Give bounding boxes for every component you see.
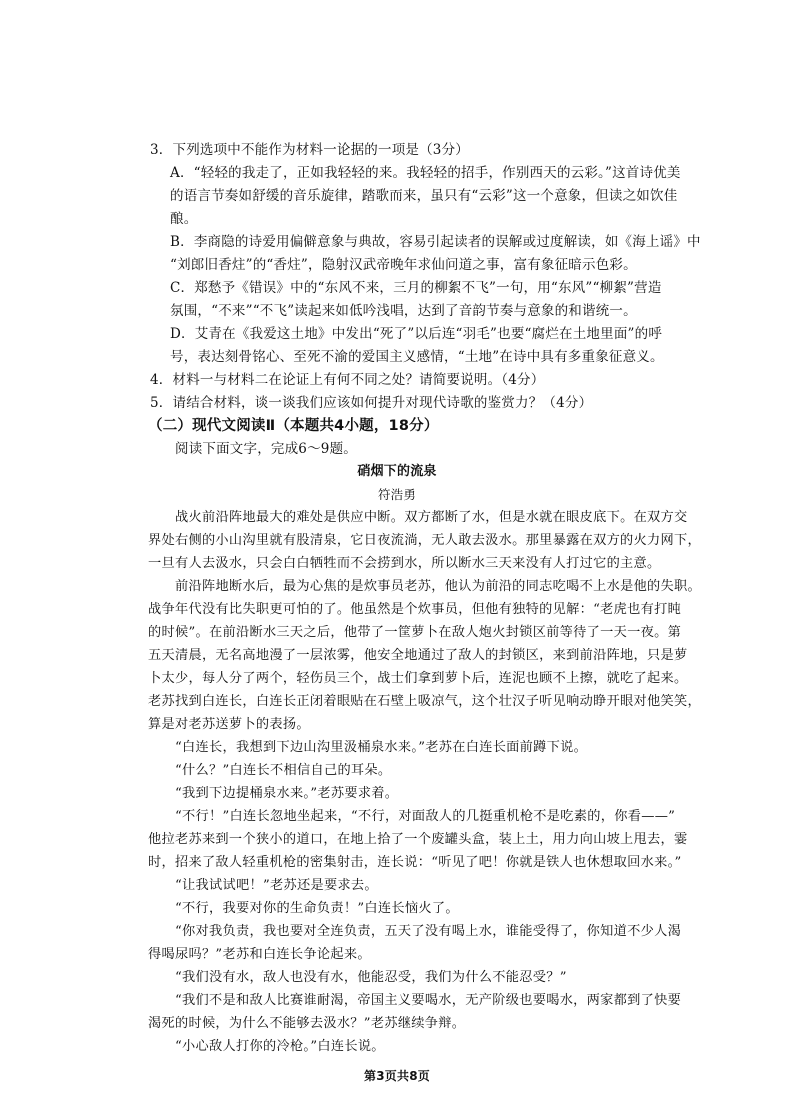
passage-line: “你对我负责，我也要对全连负责，五天了没有喝上水，谁能受得了，你知道不少人渴	[175, 924, 682, 939]
passage-line: 渴死的时候，为什么不能够去汲水？”老苏继续争辩。	[148, 1016, 466, 1031]
passage-line: 算是对老苏送萝卜的表扬。	[148, 717, 310, 732]
page-number: 第3页共8页	[364, 1069, 430, 1083]
passage-line: “我们不是和敌人比赛谁耐渴，帝国主义要喝水，无产阶级也要喝水，两家都到了快要	[175, 993, 682, 1008]
reading-instruction: 阅读下面文字，完成6～9题。	[175, 441, 357, 457]
passage-line: 五天清晨，无名高地漫了一层浓雾，他安全地通过了敌人的封锁区，来到前沿阵地，只是萝	[148, 648, 688, 663]
question-4: 4．材料一与材料二在论证上有何不同之处？请简要说明。（4分）	[150, 372, 545, 388]
passage-line: 的时候”。在前沿断水三天之后，他带了一筐萝卜在敌人炮火封锁区前等待了一天一夜。第	[148, 625, 682, 640]
option-d-line-2: 号，表达刻骨铭心、至死不渝的爱国主义感情，“土地”在诗中具有多重象征意义。	[170, 349, 664, 365]
passage-line: 一旦有人去汲水，只会白白牺牲而不会捞到水，所以断水三天来没有人打过它的主意。	[148, 556, 661, 571]
passage-line: 卜太少，每人分了两个，轻伤员三个，战士们拿到萝卜后，连泥也顾不上擦，就吃了起来。	[148, 671, 688, 686]
passage-line: 战争年代没有比失职更可怕的了。他虽然是个炊事员，但他有独特的见解：“老虎也有打盹	[148, 602, 682, 617]
passage-line: “不行，我要对你的生命负责！”白连长恼火了。	[175, 901, 459, 916]
passage-line: “什么？”白连长不相信自己的耳朵。	[175, 763, 392, 778]
passage-line: “我们没有水，敌人也没有水，他能忍受，我们为什么不能忍受？”	[175, 970, 567, 985]
option-c-line-1: C．郑愁予《错误》中的“东风不来，三月的柳絮不飞”一句，用“东风”“柳絮”营造	[170, 280, 662, 296]
passage-line: “不行！”白连长忽地坐起来，“不行，对面敌人的几挺重机枪不是吃素的，你看——”	[175, 809, 676, 824]
passage-line: “小心敌人打你的冷枪。”白连长说。	[175, 1039, 385, 1054]
passage-line: “白连长，我想到下边山沟里汲桶泉水来。”老苏在白连长面前蹲下说。	[175, 740, 588, 755]
question-5: 5．请结合材料，谈一谈我们应该如何提升对现代诗歌的鉴赏力？（4分）	[150, 395, 593, 411]
passage-line: 界处右侧的小山沟里就有股清泉，它日夜流淌，无人敢去汲水。那里暴露在双方的火力网下，	[148, 533, 701, 548]
option-a-line-2: 的语言节奏如舒缓的音乐旋律，踏歌而来，虽只有“云彩”这一个意象，但读之如饮佳	[170, 188, 678, 204]
passage-title: 硝烟下的流泉	[357, 464, 437, 479]
option-c-line-2: 氛围，“不来”“不飞”读起来如低吟浅唱，达到了音韵节奏与意象的和谐统一。	[170, 303, 637, 319]
passage-line: 前沿阵地断水后，最为心焦的是炊事员老苏，他认为前沿的同志吃喝不上水是他的失职。	[175, 579, 702, 594]
passage-line: 得喝尿吗？”老苏和白连长争论起来。	[148, 947, 371, 962]
passage-line: “我到下边提桶泉水来。”老苏要求着。	[175, 786, 399, 801]
passage-author: 符浩勇	[377, 487, 417, 502]
option-b-line-2: “刘郎旧香炷”的“香炷”，隐射汉武帝晚年求仙问道之事，富有象征暗示色彩。	[170, 257, 637, 273]
option-a-line-3: 酿。	[170, 211, 198, 227]
passage-line: 老苏找到白连长，白连长正闭着眼贴在石壁上吸凉气，这个壮汉子听见响动睁开眼对他笑笑，	[148, 694, 701, 709]
passage-line: 战火前沿阵地最大的难处是供应中断。双方都断了水，但是水就在眼皮底下。在双方交	[175, 510, 688, 525]
option-a-line-1: A．“轻轻的我走了，正如我轻轻的来。我轻轻的招手，作别西天的云彩。”这首诗优美	[170, 165, 681, 181]
question-3-stem: 3．下列选项中不能作为材料一论据的一项是（3分）	[150, 142, 469, 158]
passage-line: 时，招来了敌人轻重机枪的密集射击，连长说：“听见了吧！你就是铁人也休想取回水来。”	[148, 855, 682, 870]
passage-line: 他拉老苏来到一个狭小的道口，在地上拾了一个废罐头盒，装上土，用力向山坡上甩去，霎	[148, 832, 688, 847]
section-heading: （二）现代文阅读Ⅱ（本题共4小题，18分）	[148, 418, 439, 434]
option-d-line-1: D．艾青在《我爱这土地》中发出“死了”以后连“羽毛”也要“腐烂在土地里面”的呼	[170, 326, 663, 342]
passage-line: “让我试试吧！”老苏还是要求去。	[175, 878, 378, 893]
option-b-line-1: B．李商隐的诗爱用偏僻意象与典故，容易引起读者的误解或过度解读，如《海上谣》中	[170, 234, 701, 250]
